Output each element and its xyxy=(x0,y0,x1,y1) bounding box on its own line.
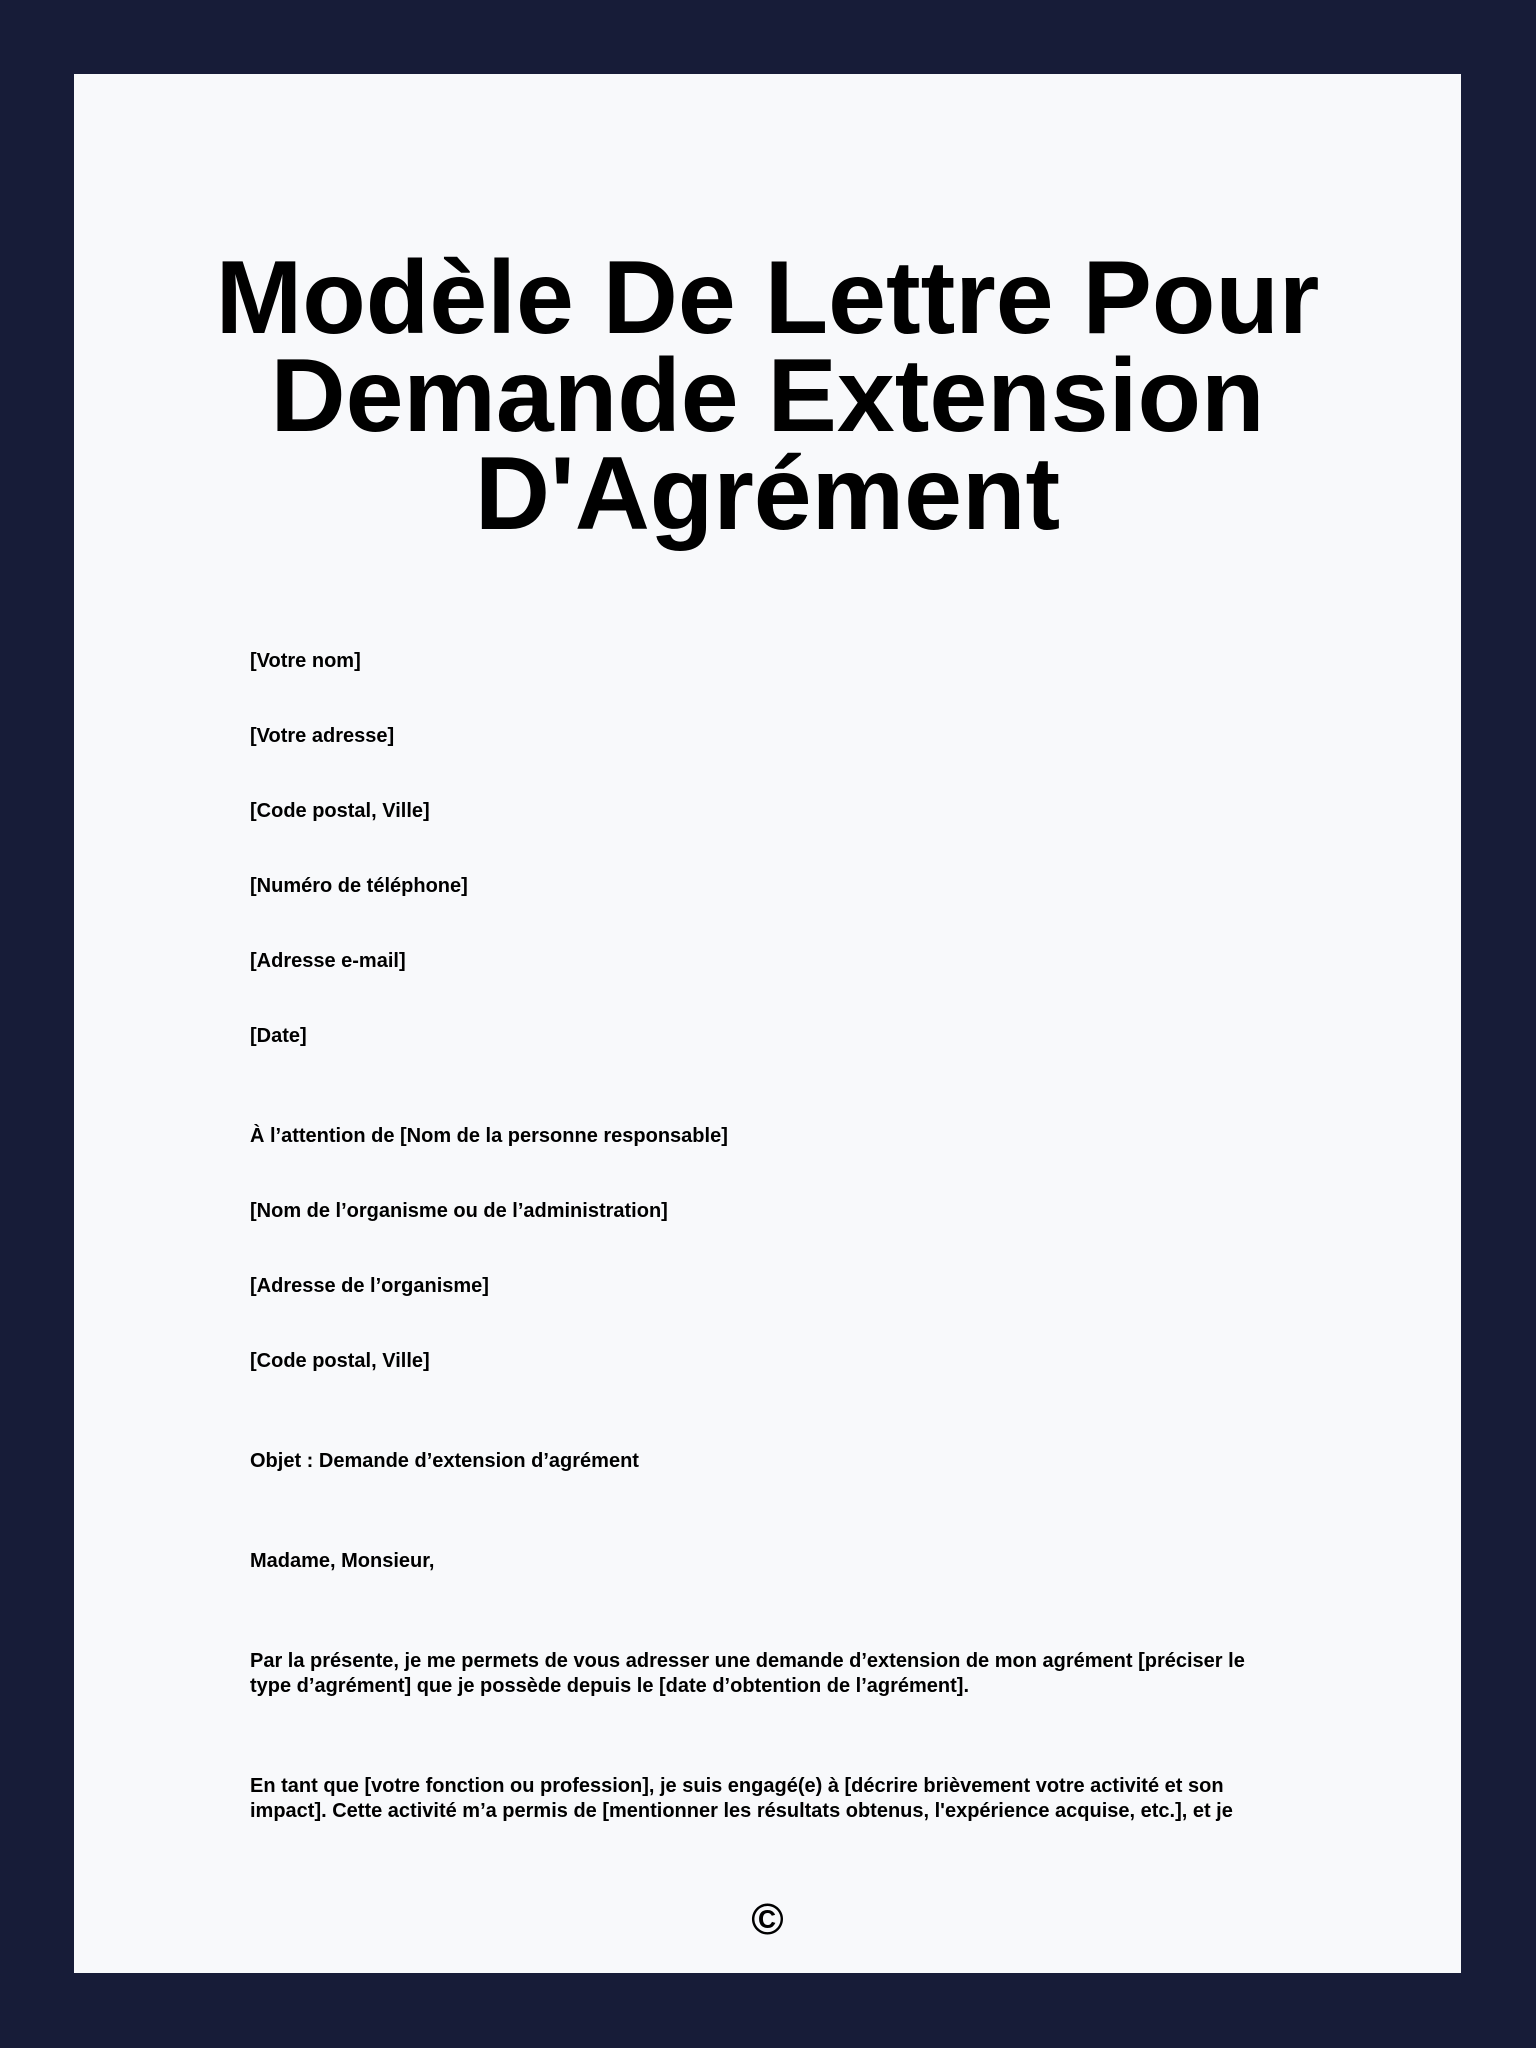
sender-phone: [Numéro de téléphone] xyxy=(250,875,468,897)
paragraph-1-line-2: type d’agrément] que je possède depuis le [date d’obtention de l’agrément]. xyxy=(250,1675,970,1697)
recipient-organisation: [Nom de l’organisme ou de l’administration] xyxy=(250,1200,668,1222)
title-line-3: D'Agrément xyxy=(474,436,1061,552)
title-line-2: Demande Extension xyxy=(270,338,1265,454)
letter-page xyxy=(74,74,1461,1973)
letter-date: [Date] xyxy=(250,1025,307,1047)
paragraph-2-line-1: En tant que [votre fonction ou profession], je suis engagé(e) à [décrire brièvement votre activité et son xyxy=(250,1775,1224,1797)
title-line-1: Modèle De Lettre Pour xyxy=(215,240,1320,356)
letter-subject: Objet : Demande d’extension d’agrément xyxy=(250,1450,639,1472)
sender-address: [Votre adresse] xyxy=(250,725,395,747)
sender-name: [Votre nom] xyxy=(250,650,361,672)
page-title xyxy=(74,240,1461,552)
paragraph-2 xyxy=(250,1774,1310,1824)
recipient-attention: À l’attention de [Nom de la personne responsable] xyxy=(250,1125,728,1147)
recipient-address: [Adresse de l’organisme] xyxy=(250,1275,489,1297)
letter-salutation: Madame, Monsieur, xyxy=(250,1550,435,1572)
recipient-postal-city: [Code postal, Ville] xyxy=(250,1350,430,1372)
paragraph-1-line-1: Par la présente, je me permets de vous adresser une demande d’extension de mon agrément [préciser le xyxy=(250,1650,1245,1672)
copyright-icon: © xyxy=(751,1895,784,1944)
paragraph-1 xyxy=(250,1649,1310,1699)
sender-email: [Adresse e-mail] xyxy=(250,950,406,972)
sender-postal-city: [Code postal, Ville] xyxy=(250,800,430,822)
paragraph-2-line-2: impact]. Cette activité m’a permis de [mentionner les résultats obtenus, l'expérience acquise, etc.], et je xyxy=(250,1800,1233,1822)
